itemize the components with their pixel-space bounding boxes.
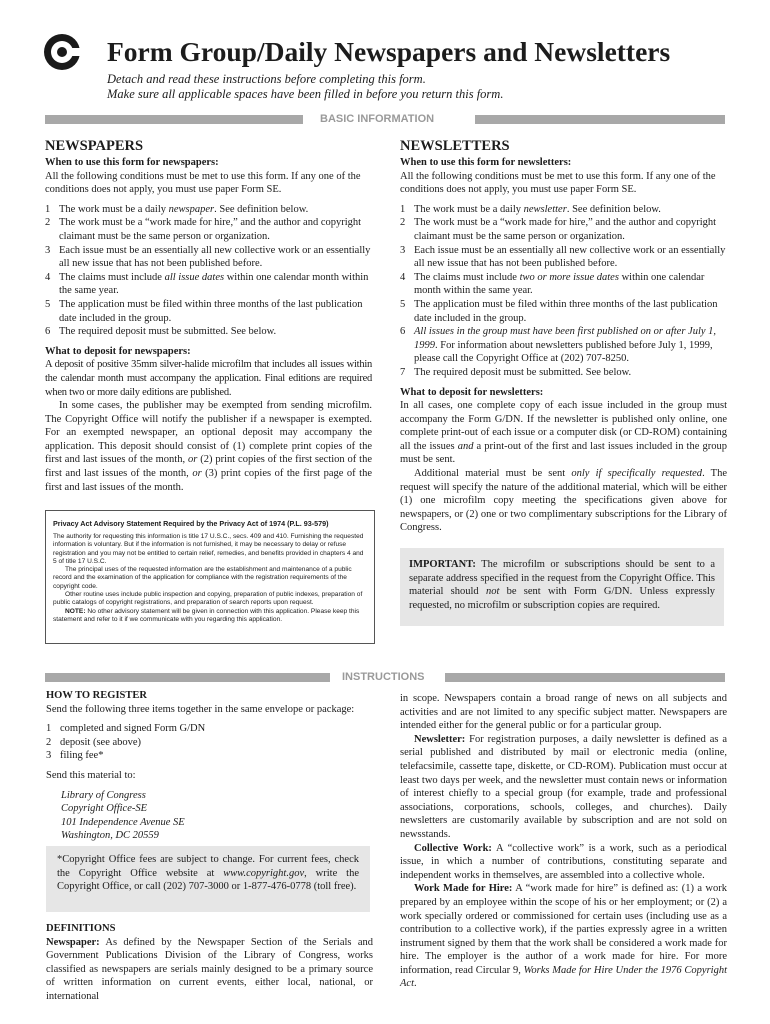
list-item: 5 The application must be filed within three months of the last publication date included in the group. (400, 298, 718, 324)
important-text: IMPORTANT: The microfilm or subscriptions should be sent to a separate address specified in the request from the Copyright Office. This material should not be sent with Form G/DN. Unless expressly requested, no microfilm or subscription copies are required. (409, 559, 715, 611)
definitions-heading: DEFINITIONS (46, 923, 116, 934)
basic-information-label: BASIC INFORMATION (320, 113, 435, 125)
instructions-banner (45, 670, 725, 684)
newsletters-deposit-heading: What to deposit for newsletters: (400, 386, 544, 398)
send-to-label: Send this material to: (46, 769, 136, 781)
privacy-heading: Privacy Act Advisory Statement Required by the Privacy Act of 1974 (P.L. 93-579) (53, 519, 329, 528)
how-to-register-text: Send the following three items together in the same envelope or package: (46, 703, 355, 715)
list-item: 5 The application must be filed within three months of the last publication date included in the group. (45, 298, 363, 324)
form-title: Form Group/Daily Newspapers and Newsletters (107, 36, 671, 67)
newsletters-heading: NEWSLETTERS (400, 138, 510, 154)
copyright-office-logo-icon (44, 34, 80, 70)
list-item: 7 The required deposit must be submitted. See below. (400, 366, 632, 378)
subtitle-line-2: Make sure all applicable spaces have been filled in before you return this form. (107, 87, 504, 101)
work-made-for-hire-definition: Work Made for Hire: A “work made for hire” is defined as: (1) a work prepared by an employee within the scope of his or her employment; or (2) a work specially ordered or commissioned for certain uses (including use as a contribution to a collective work), if the parties expressly agree in a written instrument signed by them that the work shall be considered a work made for hire. The employer is the author of a work made for hire. For more information, read Circular 9, Works Made for Hire Under the 1976 Copyright Act. (400, 883, 728, 990)
list-item: 6 The required deposit must be submitted. See below. (45, 326, 277, 338)
list-item: 1 The work must be a daily newspaper. See definition below. (45, 203, 309, 215)
how-to-register-heading: HOW TO REGISTER (46, 690, 147, 701)
privacy-act-statement-box (45, 510, 375, 644)
newspapers-deposit-heading: What to deposit for newspapers: (45, 345, 191, 357)
newsletters-deposit-p1: In all cases, one complete copy of each issue included in the group must accompany the Form G/DN. If the newsletter is published only online, one complete print-out of each issue or a computer disk (or CD-ROM) containing all the issues and a print-out of the first and last issues included in the group must be sent. (400, 400, 727, 466)
list-item: 4 The claims must include two or more issue dates within one calendar month within the same year. (400, 271, 705, 297)
newsletters-column (400, 138, 727, 535)
newspapers-heading: NEWSPAPERS (45, 138, 144, 154)
list-item: 1 The work must be a daily newsletter. See definition below. (400, 203, 661, 215)
newsletters-when-heading: When to use this form for newsletters: (400, 157, 572, 168)
privacy-p3: Other routine uses include public inspection and copying, preparation of public indexes, preparation of public catalogs of copyright registrations, and preparation of search reports upon request. (53, 591, 363, 607)
copyright-website-link[interactable]: www.copyright.gov (223, 867, 305, 879)
newspaper-definition-part1: Newspaper: As defined by the Newspaper Section of the Serials and Government Publications Division of the Library of Congress, works classified as newspapers are serials mainly designed to be a primary source of written information on current events, either local, national, or international (46, 936, 373, 1002)
privacy-note: NOTE: No other advisory statement will be given in connection with this application. Please keep this statement and refer to it if we communicate with you regarding this application. (53, 607, 360, 623)
form-subtitle (107, 72, 503, 102)
privacy-p2: The principal uses of the requested information are the establishment and maintenance of a public record and the examination of the application for compliance with the registration requirements of the copyright code. (53, 566, 352, 590)
newspapers-conditions-list (45, 203, 372, 339)
mailing-address: Library of Congress Copyright Office-SE 101 Independence Avenue SE Washington, DC 20559 (61, 789, 185, 842)
basic-information-banner (45, 112, 725, 126)
list-item: 2 The work must be a “work made for hire,” and the author and copyright claimant must be the same person or organization. (45, 217, 362, 242)
list-item: 2 deposit (see above) (46, 736, 142, 748)
instructions-right-column (400, 692, 727, 991)
newspapers-deposit-p2: In some cases, the publisher may be exempted from sending microfilm. The Copyright Office will notify the publisher if a newspaper is exempted. For an exempted newspaper, an optional deposit may accompany the application. This deposit should consist of (1) complete print copies of the first and last issues of the month, or (2) print copies of the first section of the first and last issues of the month, or (3) print copies of the first page of the first and last issues of the month. (45, 400, 373, 493)
collective-work-definition: Collective Work: A “collective work” is a work, such as a periodical issue, in which a number of contributions, constituting separate and independent works in themselves, are assembled into a collective whole. (400, 842, 727, 881)
newsletters-conditions-list (400, 203, 727, 380)
newsletter-definition: Newsletter: For registration purposes, a daily newsletter is defined as a serial published and distributed by mail or electronic media (online, telefacsimile, cassette tape, diskette, or CD-ROM). Publication must occur at least two days per week, and the newsletter must contain news or information of interest chiefly to a special group (for example, trade and professional associations, corporations, schools, colleges, and churches). Daily newsletters are customarily available by subscription and are not sold on newsstands. (400, 733, 727, 840)
newspapers-deposit-p1: A deposit of positive 35mm silver-halide microfilm that includes all issues within the calendar month must accompany the application. Final editions are required when two or more daily editions are published. (45, 359, 372, 398)
newspapers-when-heading: When to use this form for newspapers: (45, 157, 219, 168)
list-item: 3 filing fee* (46, 750, 104, 762)
privacy-p1: The authority for requesting this information is title 17 U.S.C., secs. 409 and 410. Furnishing the requested information is voluntary. But if the information is not furnished, it may be necessary to delay or refuse registration and you may not be entitled to certain relief, remedies, and benefits provided in chapters 4 and 5 of title 17 U.S.C. (53, 533, 364, 565)
list-item: 3 Each issue must be an essentially all new collective work or an essentially all new issue that has not been published before. (400, 244, 726, 270)
list-item: 1 completed and signed Form G/DN (46, 723, 206, 735)
instructions-label: INSTRUCTIONS (342, 671, 425, 683)
newspaper-definition-continued: in scope. Newspapers contain a broad range of news on all subjects and activities and are not limited to any specific subject matter. Newspapers are intended either for the general public or for a particular group. (400, 693, 727, 732)
instructions-left-column (46, 689, 373, 843)
list-item: 6 All issues in the group must have been first published on or after July 1, 1999. For information about newsletters published before July 1, 1999, please call the Copyright Office at (202) 707-8250. (400, 326, 717, 365)
fee-text: *Copyright Office fees are subject to change. For current fees, check the Copyright Office website at www.copyright.gov, write the Copyright Office, or call (202) 707-3000 or 1-877-476-0778 (toll free). (57, 854, 359, 893)
newsletters-deposit-p2: Additional material must be sent only if specifically requested. The request will specify the nature of the additional material, which will be either (1) one microfilm copy meeting the specifications given above for newspapers, or (2) one or two complimentary subscriptions for the Library of Congress. (400, 468, 727, 534)
list-item: 3 Each issue must be an essentially all new collective work or an essentially all new issue that has not been published before. (45, 244, 371, 270)
fee-notice-box (46, 846, 370, 912)
list-item: 2 The work must be a “work made for hire,” and the author and copyright claimant must be the same person or organization. (400, 217, 717, 242)
newsletters-when-text: All the following conditions must be met to use this form. If any one of the conditions does not apply, you must use paper Form SE. (400, 170, 716, 196)
subtitle-line-1: Detach and read these instructions before completing this form. (107, 72, 426, 86)
register-items-list (46, 722, 373, 763)
important-notice-box (400, 548, 724, 626)
list-item: 4 The claims must include all issue dates within one calendar month within the same year. (45, 271, 369, 297)
newspapers-when-text: All the following conditions must be met to use this form. If any one of the conditions does not apply, you must use paper Form SE. (45, 170, 361, 196)
newspapers-column (45, 138, 372, 494)
definitions-left (46, 922, 373, 1002)
